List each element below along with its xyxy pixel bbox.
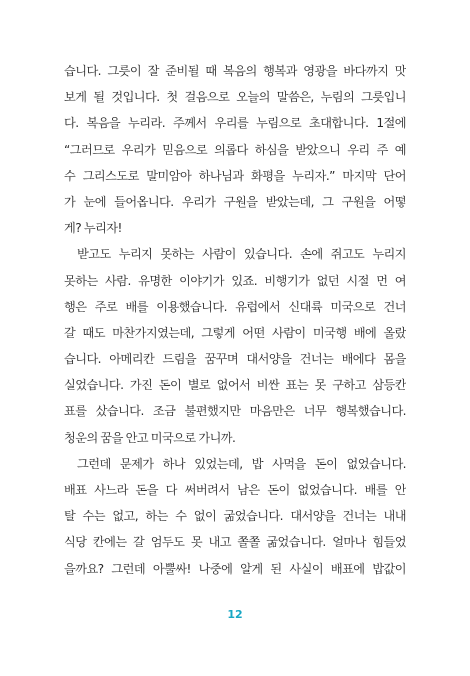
text-line: 을까요? 그런데 아뿔싸! 나중에 알게 된 사실이 배표에 밥값이 <box>64 561 406 576</box>
text-line: 습니다. 아메리칸 드림을 꿈꾸며 대서양을 건너는 배에다 몸을 <box>64 352 406 367</box>
body-text <box>64 58 406 582</box>
text-line: 수 그리스도로 말미암아 하나님과 화평을 누리자.” 마지막 단어 <box>64 168 406 183</box>
text-line: 행은 주로 배를 이용했습니다. 유럽에서 신대륙 미국으로 건너 <box>64 299 406 314</box>
text-line: 못하는 사람. 유명한 이야기가 있죠. 비행기가 없던 시절 먼 여 <box>64 273 406 288</box>
text-line: “그러므로 우리가 믿음으로 의롭다 하심을 받았으니 우리 주 예 <box>64 142 406 157</box>
text-line: 표를 샀습니다. 조금 불편했지만 마음만은 너무 행복했습니다. <box>64 404 406 419</box>
text-line: 청운의 꿈을 안고 미국으로 가니까. <box>64 430 236 445</box>
text-line: 다. 복음을 누리라. 주께서 우리를 누림으로 초대합니다. 1절에 <box>64 116 406 131</box>
text-line: 습니다. 그릇이 잘 준비될 때 복음의 행복과 영광을 바다까지 맛 <box>64 64 406 78</box>
text-line: 게? 누리자! <box>64 221 122 236</box>
text-line: 배표 사느라 돈을 다 써버려서 남은 돈이 없었습니다. 배를 안 <box>64 483 406 497</box>
text-line: 탈 수는 없고, 하는 수 없이 굶었습니다. 대서양을 건너는 내내 <box>64 509 406 524</box>
text-line: 가 눈에 들어옵니다. 우리가 구원을 받았는데, 그 구원을 어떻 <box>64 194 406 209</box>
text-line: 보게 될 것입니다. 첫 걸음으로 오늘의 말씀은, 누림의 그릇입니 <box>64 90 406 105</box>
text-line: 식당 칸에는 갈 엄두도 못 내고 쫄쫄 굶었습니다. 얼마나 힘들었 <box>64 535 406 550</box>
paragraph-first-line: 받고도 누리지 못하는 사람이 있습니다. 손에 쥐고도 누리지 <box>77 247 406 262</box>
text-line: 실었습니다. 가진 돈이 별로 없어서 비싼 표는 못 구하고 삼등칸 <box>64 378 406 393</box>
page-number: 12 <box>227 608 243 621</box>
paragraph-first-line: 그런데 문제가 하나 있었는데, 밥 사먹을 돈이 없었습니다. <box>77 456 406 471</box>
text-line: 갈 때도 마찬가지였는데, 그렇게 어떤 사람이 미국행 배에 올랐 <box>64 325 406 340</box>
